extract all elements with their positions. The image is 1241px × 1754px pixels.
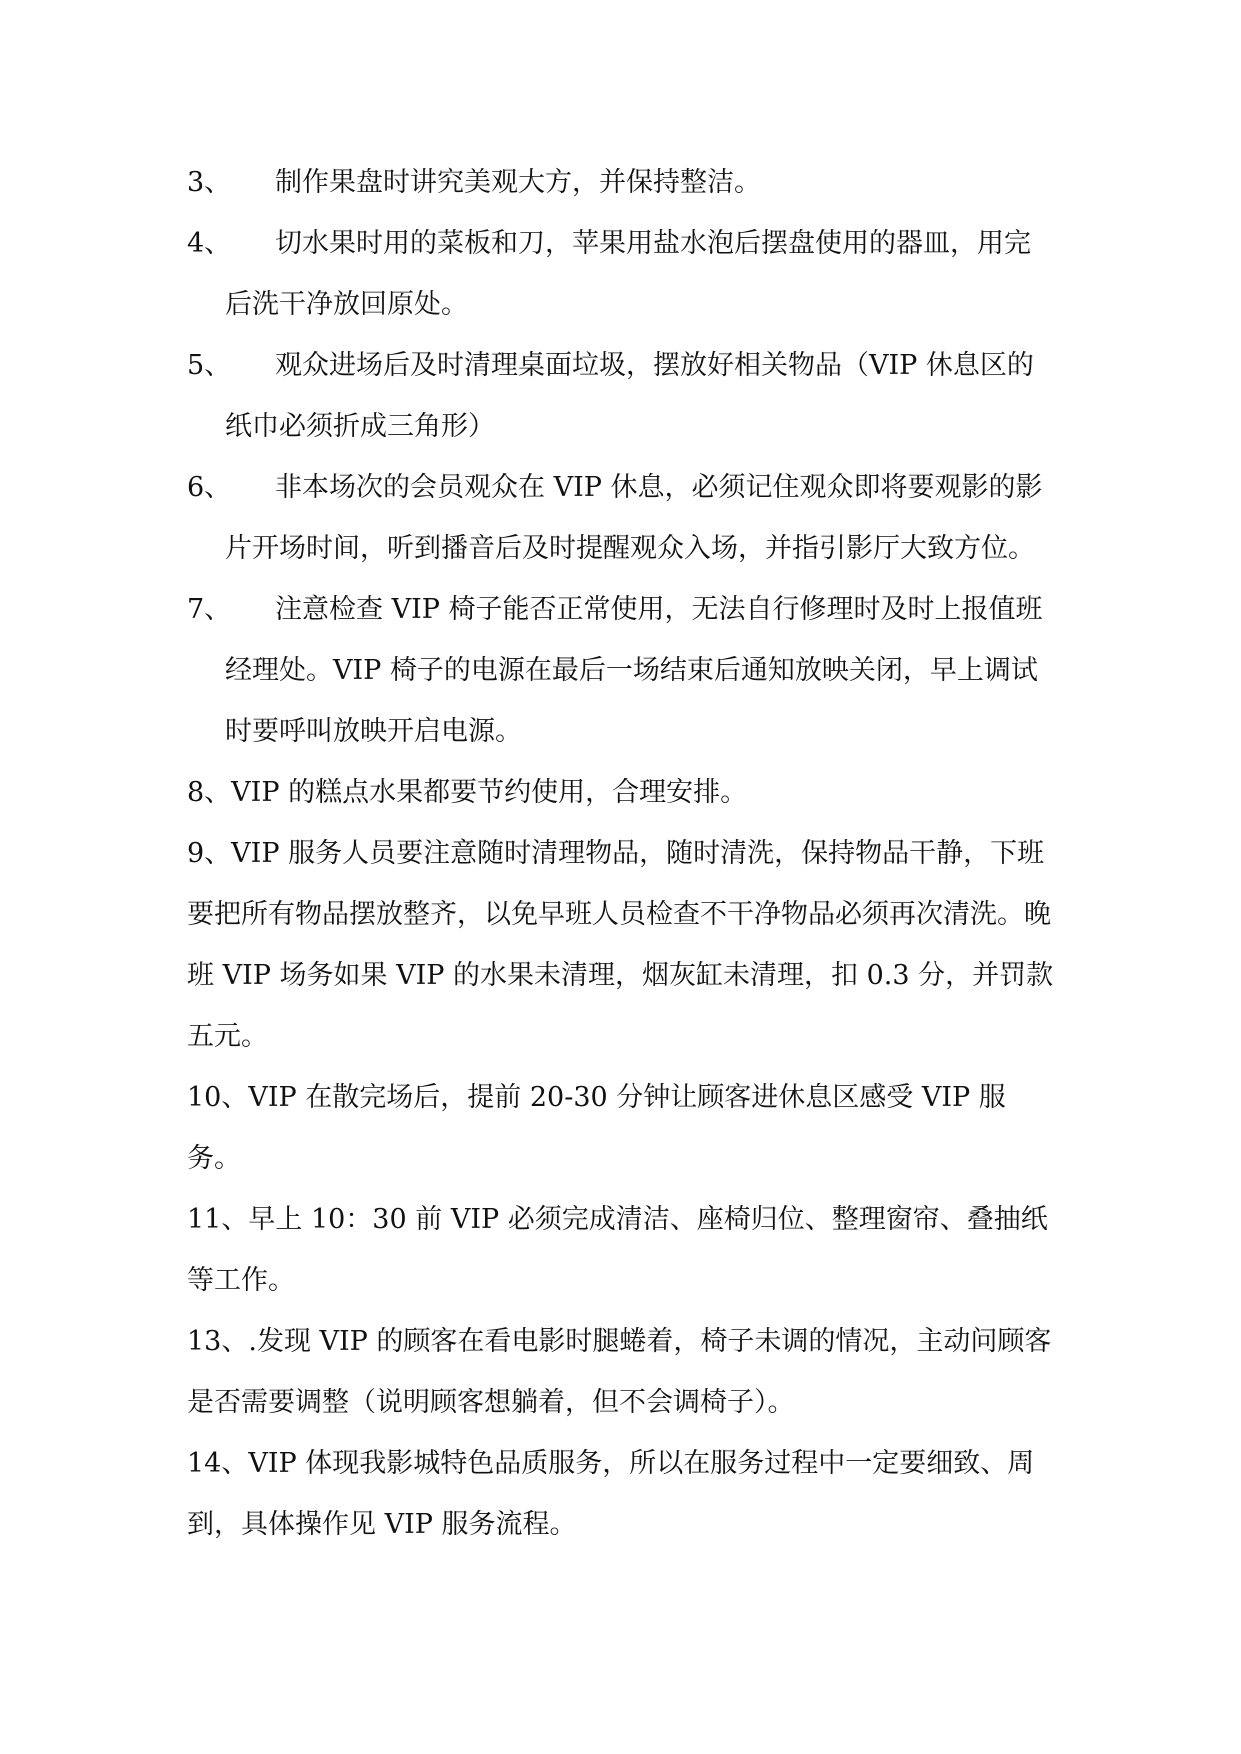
paragraph-13: 13、.发现 VIP 的顾客在看电影时腿蜷着，椅子未调的情况，主动问顾客是否需要调整（说明顾客想躺着，但不会调椅子）。 <box>187 1326 1052 1418</box>
list-item-3 <box>187 152 1057 213</box>
list-item-7 <box>187 579 1057 762</box>
item-text: 制作果盘时讲究美观大方，并保持整洁。 <box>275 167 761 198</box>
paragraph-10: 10、VIP 在散完场后，提前 20-30 分钟让顾客进休息区感受 VIP 服务。 <box>187 1082 1006 1174</box>
paragraph-14: 14、VIP 体现我影城特色品质服务，所以在服务过程中一定要细致、周到，具体操作见 VIP 服务流程。 <box>187 1448 1035 1540</box>
document-body <box>187 152 1057 1555</box>
paragraph-9: 9、VIP 服务人员要注意随时清理物品，随时清洗，保持物品干静，下班要把所有物品摆放整齐，以免早班人员检查不干净物品必须再次清洗。晚班 VIP 场务如果 VIP 的水果未清理，烟灰缸未清理，扣 0.3 分，并罚款五元。 <box>187 838 1054 1052</box>
item-text: 注意检查 VIP 椅子能否正常使用，无法自行修理时及时上报值班经理处。VIP 椅子的电源在最后一场结束后通知放映关闭，早上调试时要呼叫放映开启电源。 <box>225 594 1043 747</box>
item-number: 6、 <box>187 472 232 503</box>
list-item-6 <box>187 457 1057 579</box>
paragraph-11: 11、早上 10：30 前 VIP 必须完成清洁、座椅归位、整理窗帘、叠抽纸等工作。 <box>187 1204 1048 1296</box>
item-text: 非本场次的会员观众在 VIP 休息，必须记住观众即将要观影的影片开场时间，听到播音后及时提醒观众入场，并指引影厅大致方位。 <box>225 472 1043 564</box>
item-number: 3、 <box>187 167 232 198</box>
item-number: 4、 <box>187 228 232 259</box>
item-number: 7、 <box>187 594 232 625</box>
item-text: 观众进场后及时清理桌面垃圾，摆放好相关物品（VIP 休息区的纸巾必须折成三角形） <box>225 350 1034 442</box>
list-item-4 <box>187 213 1057 335</box>
item-text: 切水果时用的菜板和刀，苹果用盐水泡后摆盘使用的器皿，用完后洗干净放回原处。 <box>225 228 1031 320</box>
paragraph-8: 8、VIP 的糕点水果都要节约使用，合理安排。 <box>187 777 748 808</box>
list-item-5 <box>187 335 1057 457</box>
item-number: 5、 <box>187 350 232 381</box>
